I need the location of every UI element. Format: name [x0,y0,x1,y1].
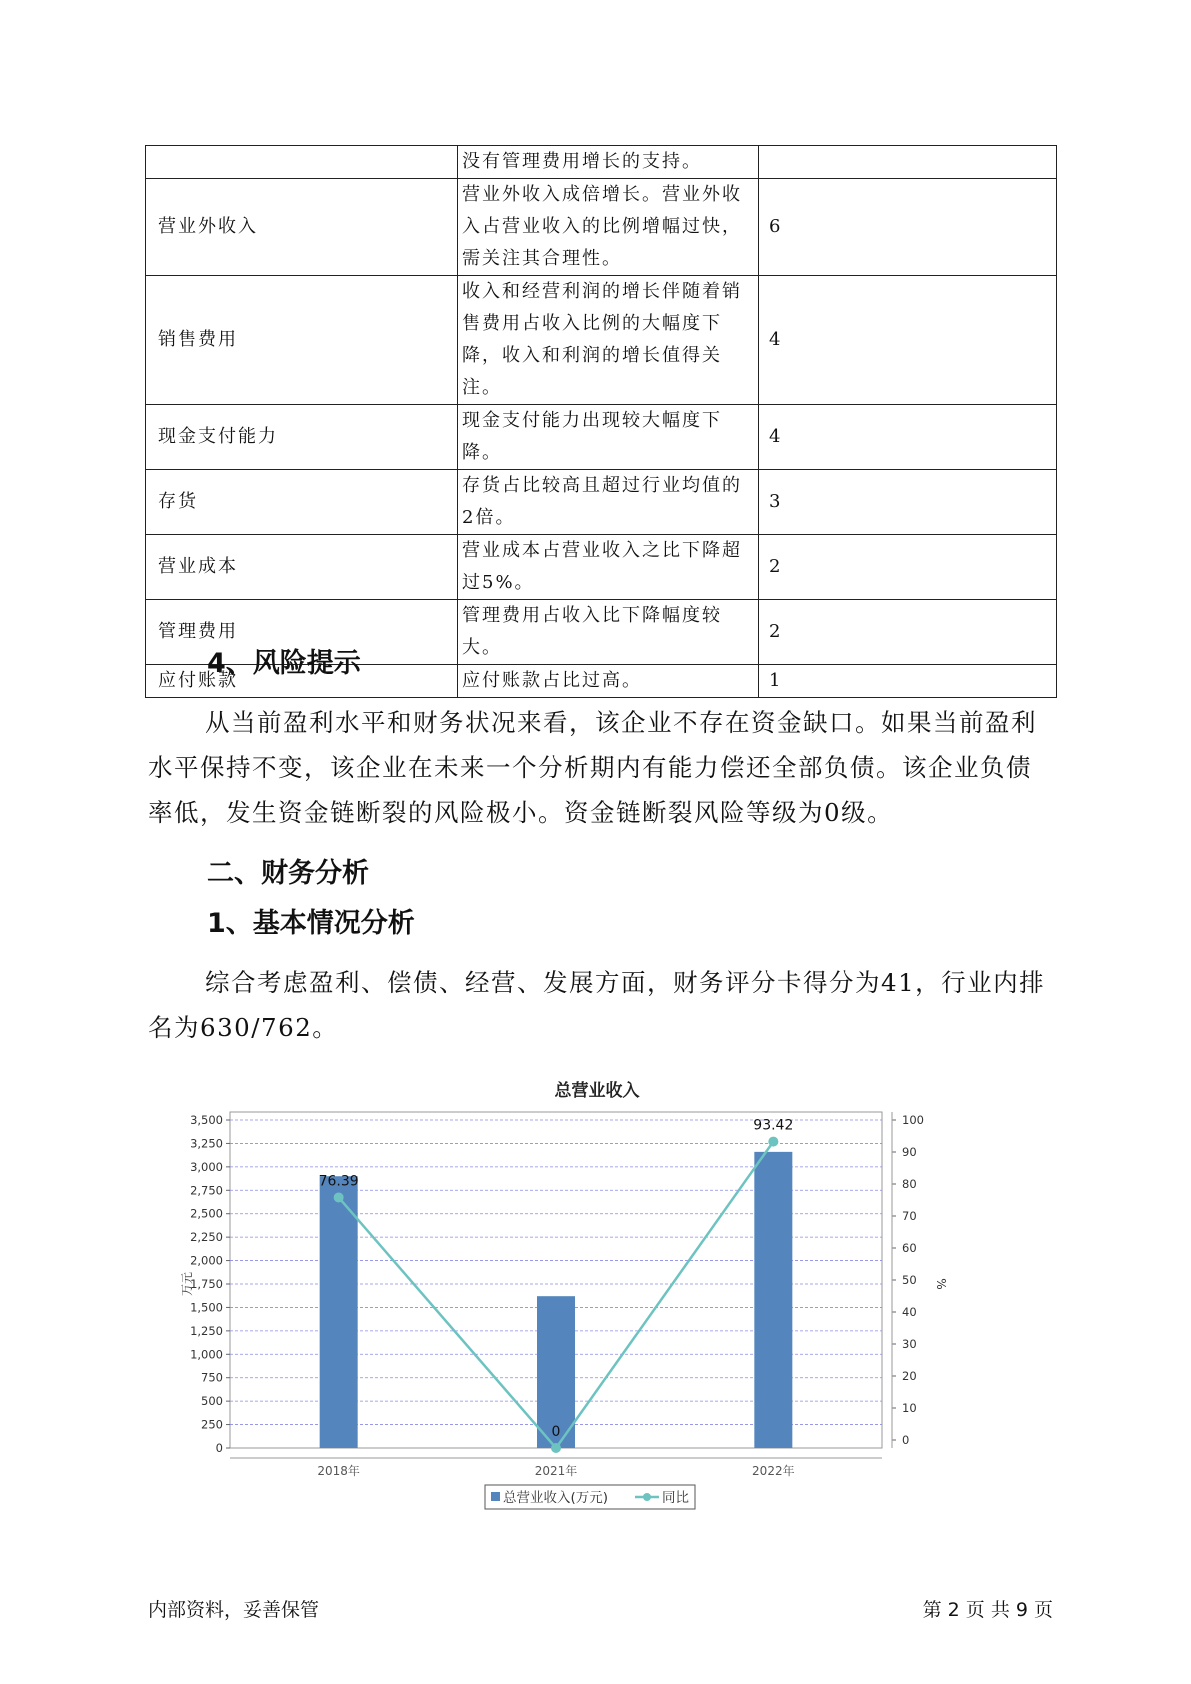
risk-score-cell [759,146,1057,179]
table-row [146,146,1057,179]
y-tick-label: 500 [201,1394,223,1409]
footer-page-number: 第 2 页 共 9 页 [922,1599,1053,1621]
legend-line-label: 同比 [662,1490,689,1506]
risk-heading: 4、风险提示 [207,648,361,679]
risk-item-cell: 营业成本 [146,535,458,600]
yoy-point [551,1443,561,1453]
basic-heading: 1、基本情况分析 [207,908,415,939]
y-tick-label: 1,750 [190,1277,223,1291]
y2-tick-label: 80 [902,1177,917,1191]
y-tick-label: 0 [215,1441,223,1455]
risk-desc-cell: 营业成本占营业收入之比下降超过5%。 [458,535,759,600]
y2-tick-label: 10 [902,1401,917,1415]
risk-score-cell: 4 [759,276,1057,405]
y-tick-label: 3,500 [190,1113,223,1127]
y-tick-label: 3,000 [190,1159,223,1174]
y2-tick-label: 100 [902,1113,924,1127]
y2-tick-label: 60 [902,1241,917,1255]
risk-item-cell: 存货 [146,470,458,535]
basic-paragraph: 综合考虑盈利、偿债、经营、发展方面，财务评分卡得分为41，行业内排名为630/762。 [148,968,1046,1042]
risk-item-cell: 销售费用 [146,276,458,405]
risk-desc-cell: 营业外收入成倍增长。营业外收入占营业收入的比例增幅过快，需关注其合理性。 [458,179,759,276]
y2-tick-label: 30 [902,1337,917,1351]
y-tick-label: 250 [201,1417,223,1432]
yoy-data-label: 76.39 [318,1173,359,1190]
x-tick-label: 2018年 [317,1464,360,1478]
risk-score-cell: 2 [759,535,1057,600]
risk-score-cell: 1 [759,665,1057,698]
risk-item-cell: 应付账款 [146,665,458,698]
bar [320,1176,358,1448]
legend-line-marker [643,1493,651,1501]
risk-desc-cell: 现金支付能力出现较大幅度下降。 [458,405,759,470]
y-tick-label: 1,500 [190,1300,223,1315]
yoy-data-label: 93.42 [753,1117,794,1134]
y-tick-label: 2,750 [190,1183,223,1198]
risk-score-cell: 6 [759,179,1057,276]
y2-tick-label: 40 [902,1305,917,1319]
x-tick-label: 2022年 [752,1464,795,1478]
y-tick-label: 1,250 [190,1323,223,1338]
x-tick-label: 2021年 [534,1464,578,1478]
y2-tick-label: 0 [902,1433,910,1447]
yoy-data-label: 0 [551,1424,561,1440]
risk-factor-table [145,145,1057,698]
risk-score-cell: 3 [759,470,1057,535]
y-tick-label: 750 [201,1370,223,1385]
risk-paragraph: 从当前盈利水平和财务状况来看，该企业不存在资金缺口。如果当前盈利水平保持不变，该企业在未来一个分析期内有能力偿还全部负债。该企业负债率低，发生资金链断裂的风险极小。资金链断裂风险等级为0级。 [148,708,1037,827]
legend-bar-label: 总营业收入(万元) [503,1490,609,1506]
y-tick-label: 3,250 [190,1136,223,1151]
table-row [146,276,1057,405]
yoy-point [334,1192,344,1202]
risk-score-cell: 2 [759,600,1057,665]
risk-item-cell [146,146,458,179]
yoy-point [768,1137,778,1147]
risk-item-cell: 营业外收入 [146,179,458,276]
finance-heading: 二、财务分析 [207,858,369,889]
footer-confidential: 内部资料，妥善保管 [148,1599,320,1621]
chart-title: 总营业收入 [554,1081,640,1101]
y-tick-label: 1,000 [190,1347,223,1362]
risk-desc-cell: 管理费用占收入比下降幅度较大。 [458,600,759,665]
revenue-chart [175,1070,1035,1540]
risk-item-cell: 现金支付能力 [146,405,458,470]
risk-item-cell: 管理费用 [146,600,458,665]
legend-bar-swatch [491,1492,500,1501]
y-tick-label: 2,000 [190,1253,223,1268]
risk-desc-cell: 收入和经营利润的增长伴随着销售费用占收入比例的大幅度下降，收入和利润的增长值得关注。 [458,276,759,405]
risk-desc-cell: 应付账款占比过高。 [458,665,759,698]
table-row [146,405,1057,470]
table-row [146,470,1057,535]
bar [754,1152,792,1448]
y2-tick-label: 20 [902,1369,917,1383]
y2-tick-label: 90 [902,1145,917,1159]
y-tick-label: 2,500 [190,1206,223,1221]
y2-tick-label: 70 [902,1209,917,1223]
y-axis-label: 万元 [180,1271,194,1297]
y2-tick-label: 50 [902,1273,917,1287]
y-tick-label: 2,250 [190,1230,223,1245]
table-row [146,535,1057,600]
risk-score-cell: 4 [759,405,1057,470]
risk-desc-cell: 没有管理费用增长的支持。 [458,146,759,179]
risk-desc-cell: 存货占比较高且超过行业均值的2倍。 [458,470,759,535]
y2-axis-label: % [934,1278,948,1290]
table-row [146,179,1057,276]
